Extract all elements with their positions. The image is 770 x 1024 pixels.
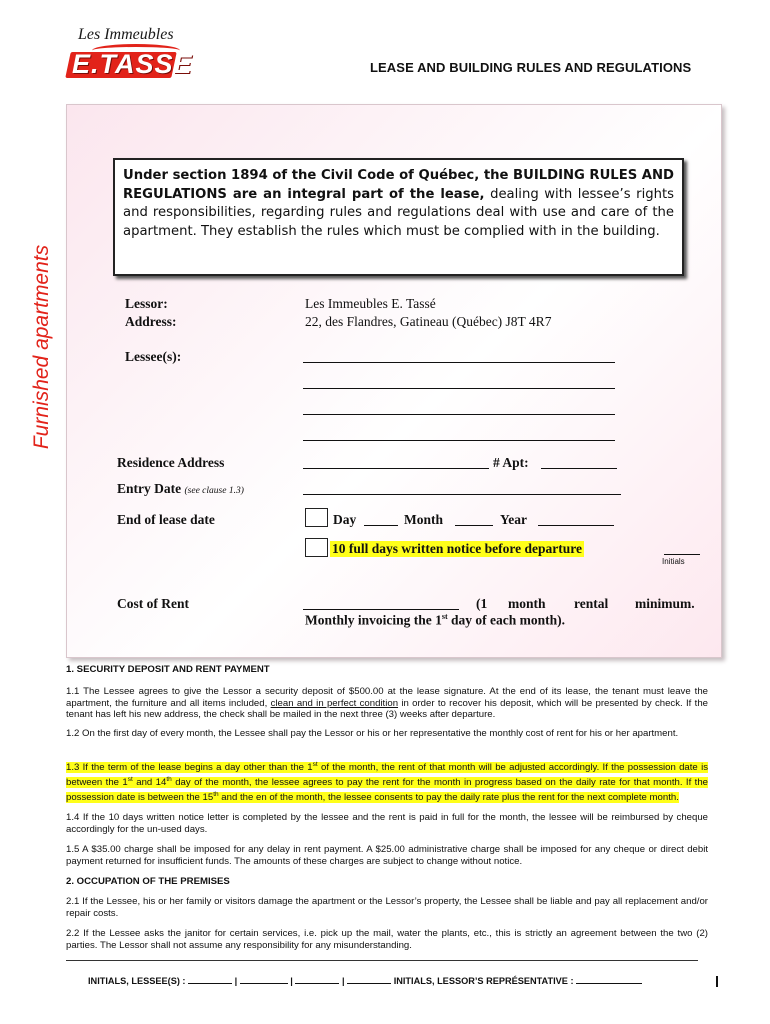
clause-1-3-b: of the month, the rent of that month will be adjusted accordingly. If the possession date is between the 1 <box>66 762 708 788</box>
lessee-line-2[interactable] <box>303 388 615 389</box>
rent-note-line-2-pre: Monthly invoicing the 1 <box>305 612 442 628</box>
residence-label: Residence Address <box>117 455 225 470</box>
lessor-value: Les Immeubles E. Tassé <box>305 296 436 311</box>
intro-text-bold: Under section 1894 of the Civil Code of Québec, the BUILDING RULES AND REGULATIONS are an integral part of the lease, <box>123 168 674 202</box>
entry-date-line[interactable] <box>303 494 621 495</box>
rent-note-word-1: (1 <box>476 596 488 611</box>
clause-1-4: 1.4 If the 10 days written notice letter is completed by the lessee and the rent is paid in full for the month, the lessee will be reimbursed by cheque accordingly for the un-used days. <box>66 812 708 835</box>
clause-1-3-highlight <box>66 762 708 803</box>
sup-th-1: th <box>166 775 172 783</box>
lessee-line-1[interactable] <box>303 362 615 363</box>
logo-main-text: E.TASSE <box>72 49 193 79</box>
section-2-heading: 2. OCCUPATION OF THE PREMISES <box>66 876 230 887</box>
sup-st-1: st <box>312 761 318 768</box>
clause-1-1-a: 1.1 The Lessee agrees to give the Lessor a security deposit of $500.00 at the lease signature. At the end of its lease, the tenant must leave the apartment, the furniture and all items included, <box>66 686 708 709</box>
day-line[interactable] <box>364 525 398 526</box>
lessee-initials-label: INITIALS, LESSEE(S) : <box>88 976 186 986</box>
year-line[interactable] <box>538 525 614 526</box>
entry-date-label <box>117 481 244 497</box>
end-of-lease-label: End of lease date <box>117 512 215 527</box>
clause-1-3-c: and 14 <box>132 776 167 788</box>
lessee-initials-field-3[interactable] <box>295 983 339 984</box>
lessee-line-3[interactable] <box>303 414 615 415</box>
lessee-initials-field-4[interactable] <box>347 983 391 984</box>
side-label <box>12 230 72 470</box>
clause-1-2: 1.2 On the first day of every month, the Lessee shall pay the Lessor or his or her representative the monthly cost of rent for his or her apartment. <box>66 728 679 739</box>
clause-1-3 <box>66 759 708 803</box>
clause-1-5: 1.5 A $35.00 charge shall be imposed for any delay in rent payment. A $25.00 administrative charge shall be imposed for any cheque or direct debit payment returned for insufficient funds. The amounts of these charges are subject to change without notice. <box>66 844 708 867</box>
day-label: Day <box>333 512 357 527</box>
rent-amount-line[interactable] <box>303 609 459 610</box>
footer-end-mark <box>716 976 718 987</box>
footer-divider <box>66 960 698 961</box>
lessor-initials-field[interactable] <box>576 983 642 984</box>
clause-1-3-a: 1.3 If the term of the lease begins a day other than the 1 <box>66 762 313 774</box>
rent-note-line-2 <box>305 612 565 629</box>
month-label: Month <box>404 512 444 527</box>
lessee-line-4[interactable] <box>303 440 615 441</box>
address-value: 22, des Flandres, Gatineau (Québec) J8T 4R7 <box>305 314 552 329</box>
clause-2-1: 2.1 If the Lessee, his or her family or visitors damage the apartment or the Lessor’s property, the Lessee shall be liable and pay all replacement and/or repair costs. <box>66 896 708 919</box>
entry-date-note: (see clause 1.3) <box>184 486 244 496</box>
apt-label: # Apt: <box>493 455 529 470</box>
footer-initials: INITIALS, LESSEE(S) : | | | INITIALS, LESSOR’S REPRÉSENTATIVE : <box>88 976 642 986</box>
section-1-heading: 1. SECURITY DEPOSIT AND RENT PAYMENT <box>66 664 270 675</box>
initials-caption: Initials <box>662 557 685 566</box>
logo-top-text: Les Immeubles <box>78 26 174 43</box>
intro-box <box>113 158 684 276</box>
lessee-initials-field-2[interactable] <box>240 983 288 984</box>
month-line[interactable] <box>455 525 493 526</box>
company-logo <box>66 26 193 84</box>
lessee-label: Lessee(s): <box>125 349 182 364</box>
lessor-label: Lessor: <box>125 296 168 311</box>
notice-initials-line[interactable] <box>664 554 700 555</box>
rent-note-word-2: month <box>508 596 546 611</box>
clause-1-1-underlined: clean and in perfect condition <box>270 697 399 709</box>
clause-1-1 <box>66 686 708 721</box>
entry-date-label-text: Entry Date <box>117 481 182 496</box>
side-label-text: Furnished apartments <box>30 244 53 450</box>
clause-1-3-e: and the en of the month, the lessee consents to pay the daily rate plus the rent for the next complete month. <box>218 791 679 803</box>
rent-note-line-2-post: day of each month). <box>447 612 566 628</box>
residence-address-line[interactable] <box>303 468 489 469</box>
rent-note-word-4: minimum. <box>635 596 695 611</box>
notice-checkbox[interactable] <box>305 538 328 557</box>
clause-1-1-b: in order to recover his deposit, which will be presented by check. If the tenant has left his new address, the check shall be mailed in the next three (3) weeks after departure. <box>66 697 708 721</box>
document-title: LEASE AND BUILDING RULES AND REGULATIONS <box>370 60 692 75</box>
lessee-initials-field-1[interactable] <box>188 983 232 984</box>
intro-text <box>123 167 674 241</box>
address-label: Address: <box>125 314 177 329</box>
intro-text-regular: dealing with lessee’s rights and responsibilities, regarding rules and regulations deal with use and care of the apartment. They establish the rules which must be complied with in the building. <box>123 186 674 239</box>
end-of-lease-checkbox[interactable] <box>305 508 328 527</box>
apt-line[interactable] <box>541 468 617 469</box>
lessor-initials-label: INITIALS, LESSOR’S REPRÉSENTATIVE : <box>393 976 574 986</box>
clause-1-3-d: day of the month, the lessee agrees to pay the rent for the month in progress based on the daily rate for that month. If the possession date is between the 15 <box>66 776 708 803</box>
rent-note-sup: st <box>441 612 448 621</box>
sup-st-2: st <box>127 775 133 783</box>
sup-th-2: th <box>213 790 219 798</box>
clause-2-2: 2.2 If the Lessee asks the janitor for certain services, i.e. pick up the mail, water the plants, etc., this is strictly an agreement between the two (2) parties. The Lessor shall not assume any responsibility for any misunderstanding. <box>66 928 708 951</box>
cost-of-rent-label: Cost of Rent <box>117 596 189 611</box>
notice-text: 10 full days written notice before departure <box>332 541 582 556</box>
rent-note-word-3: rental <box>574 596 609 611</box>
year-label: Year <box>500 512 527 527</box>
